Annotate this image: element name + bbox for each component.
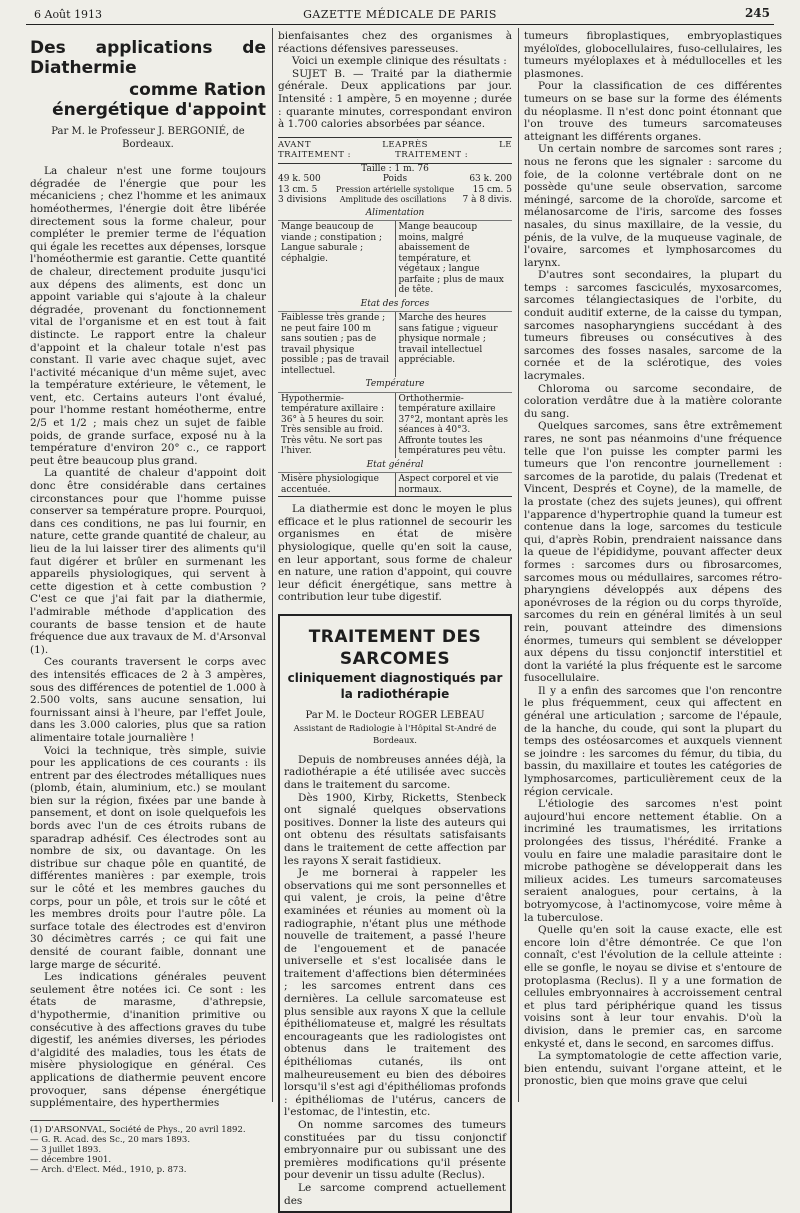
table-section-row (278, 220, 512, 297)
cell: 63 k. 200 (469, 174, 512, 185)
table-header (278, 140, 512, 164)
article2-paragraph: Le sarcome comprend actuellement des (284, 1181, 506, 1207)
table-height: Taille : 1 m. 76 (361, 163, 429, 174)
column3-paragraph: Quelques sarcomes, sans être extrêmement rares, ne sont pas néanmoins d'une fréquence telle que l'on puisse les compter parmi les tumeurs que l'on rencontre journellement : sarcomes de la parotide, du palais (Tredenat et Vincent, Després et Coyne), de la mamelle, de la prostate (chez des sujets jeunes), qui offrent l'apparence d'hypertrophie quand la tumeur est contenue dans la loge, sarcomes du testicule qui, d'après Robin, prendraient naissance dans la queue de l'épididyme, pouvant affecter deux formes : sarcomes durs ou fibrosarcomes, sarcomes mous ou médullaires, sarcomes rétro-pharyngiens développés aux dépens des aponévroses de la région ou du corps thyroïde, sarcomes du rein en général limités à un seul rein, pouvant atteindre des dimensions énormes, tumeurs qui semblent se développer aux dépens du tissu conjonctif interstitiel et dont la variété la plus fréquente est le sarcome fusocellulaire. (524, 420, 782, 685)
column2-paragraph: bienfaisantes chez des organismes à réactions défensives paresseuses. (278, 30, 512, 55)
table-section-row (278, 392, 512, 458)
article2-frame (278, 614, 512, 1213)
column3-paragraph: Quelle qu'en soit la cause exacte, elle est encore loin d'être démontrée. Ce que l'on connaît, c'est l'évolution de la cellule atteinte : elle se gonfle, le noyau se divise et s'entoure de protoplasma (Reclus). Il y a une formation de cellules embryonnaires à accroissement central et plus tard périphérique quand les tissus voisins sont à leur tour envahis. D'où la division, dans le premier cas, en sarcome enkysté et, dans le second, en sarcomes diffus. (524, 924, 782, 1050)
cell: Poids (382, 174, 408, 185)
column2-paragraph: Voici un exemple clinique des résultats : (292, 55, 507, 68)
cell: 49 k. 500 (278, 174, 321, 185)
cell: Orthothermie-température axillaire 37°2, montant après les séances à 40°3. Affronte toutes les températures peu vêtu. (398, 393, 508, 457)
article1-paragraph: Les indications générales peuvent seulement être notées ici. Ce sont : les états de marasme, d'athrepsie, d'hypothermie, d'inanition primitive ou consécutive à des affections graves du tube digestif, les anémies diverses, les périodes d'algidité des maladies, tous les états de misère physiologique en général. Ces applications de diathermie peuvent encore provoquer, sans dépense énergétique supplémentaire, des hyperthermies (30, 971, 266, 1110)
article2-affiliation: Assistant de Radiologie à l'Hôpital St-André de Bordeaux. (293, 723, 497, 747)
column3-paragraph: D'autres sont secondaires, la plupart du temps : sarcomes fasciculés, myxosarcomes, sarcomes télangiectasiques de l'orbite, du conduit auditif externe, de la caisse du tympan, sarcomes nasopharyngiens succédant à des tumeurs fibreuses ou consécutives à des sarcomes des fosses nasales, sarcome de la cornée et de la sclérotique, des voies lacrymales. (524, 269, 782, 383)
footnote: — G. R. Acad. des Sc., 20 mars 1893. (30, 1134, 191, 1145)
article1-author: Par M. le Professeur J. BERGONIÉ, de Bordeaux. (51, 126, 245, 150)
cell: Marche des heures sans fatigue ; vigueur physique normale ; travail intellectuel appréciable. (398, 313, 498, 366)
footnote: — 3 juillet 1893. (30, 1144, 102, 1155)
article1-paragraph: Ces courants traversent le corps avec des intensités efficaces de 2 à 3 ampères, sous des différences de potentiel de 1.000 à 2.500 volts, sans aucune sensation, lui fournissant ainsi à l'heure, par l'effet Joule, dans les 3.000 calories, plus que sa ration alimentaire totale journalière ! (30, 656, 266, 744)
cell: Pression artérielle systolique (335, 184, 455, 194)
column-3 (524, 30, 782, 1102)
table-row-weight (278, 174, 512, 185)
column3-paragraph: Chloroma ou sarcome secondaire, de coloration verdâtre due à la matière colorante du sang. (524, 382, 782, 420)
footnote: — décembre 1901. (30, 1154, 112, 1165)
cell: Mange beaucoup de viande ; constipation ; Langue saburale ; céphalgie. (278, 221, 396, 297)
article2-paragraph: Depuis de nombreuses années déjà, la radiothérapie a été utilisée avec succès dans le traitement du sarcome. (284, 753, 506, 791)
column2-paragraph: SUJET B. — Traité par la diathermie générale. Deux applications par jour. Intensité : 1 ampère, 5 en moyenne ; durée : quarante minutes, correspondant environ à 1.700 calories absorbées par séance. (278, 67, 512, 131)
column-1 (30, 30, 266, 1175)
cell: 15 cm. 5 (472, 184, 512, 195)
table-row-pressure (278, 185, 512, 196)
table-section-title: Etat général (366, 459, 424, 470)
running-header (26, 6, 774, 25)
article1-title-line1: Des applications de Diathermie (30, 38, 266, 78)
table-header-after: APRÈS LE TRAITEMENT : (395, 139, 512, 161)
column3-paragraph: Pour la classification de ces différentes tumeurs on se base sur la forme des éléments du néoplasme. Il n'est donc point étonnant que l'on trouve des tumeurs sarcomateuses atteignant les différents organes. (524, 80, 782, 143)
column-2 (278, 30, 512, 1207)
journal-name: GAZETTE MÉDICALE DE PARIS (303, 8, 497, 21)
table-section-title: Etat des forces (360, 298, 430, 309)
article1-title-line2: comme Ration énergétique d'appoint (52, 80, 266, 120)
column3-paragraph: tumeurs fibroplastiques, embryoplastiques myéloïdes, globocellulaires, fuso-cellulaires, les tumeurs myéloplaxes et à médullocelles et les plasmones. (524, 30, 782, 80)
column3-paragraph: Il y a enfin des sarcomes que l'on rencontre le plus fréquemment, ceux qui affectent en général une articulation ; sarcome de l'épaule, de la hanche, du coude, qui sont la plupart du temps des ostéosarcomes et auxquels viennent se joindre : les sarcomes du fémur, du tibia, du bassin, du maxillaire et toutes les catégories de lymphosarcomes, particulièrement ceux de la région cervicale. (524, 684, 782, 798)
table-section-title: Température (365, 379, 425, 390)
cell: Hypothermie-température axillaire : 36° à 5 heures du soir. Très sensible au froid. Très vêtu. Ne sort pas l'hiver. (278, 393, 396, 458)
column-divider (518, 28, 519, 1102)
issue-date: 6 Août 1913 (34, 8, 103, 21)
column3-paragraph: Un certain nombre de sarcomes sont rares ; nous ne ferons que les signaler : sarcome du foie, de la colonne vertébrale dont on ne possède qu'une seule observation, sarcome méningé, sarcome de la choroïde, sarcome et mélanosarcome de l'iris, sarcome des fosses nasales, du sinus maxillaire, de la vessie, du pénis, de la vulve, de la muqueuse vaginale, de l'ovaire, sarcomes et lymphosarcomes du larynx. (524, 143, 782, 269)
cell: Aspect corporel et vie normaux. (398, 474, 499, 495)
table-row-oscillation (278, 195, 512, 206)
footnote: (1) D'ARSONVAL, Société de Phys., 20 avril 1892. (30, 1124, 246, 1135)
cell: 7 à 8 divis. (462, 195, 512, 206)
cell: 3 divisions (278, 195, 327, 206)
cell: Mange beaucoup moins, malgré abaissement de température, et végétaux ; langue parfaite ; plus de maux de tête. (398, 222, 504, 296)
table-section-row (278, 472, 512, 496)
cell: Amplitude des oscillations (339, 195, 447, 205)
article1-paragraph: La chaleur n'est une forme toujours dégradée de l'énergie que pour les mécaniciens ; chez l'homme et les animaux homéothermes, l'énergie doit être libérée directement sous la forme chaleur, pour compléter le premier terme de l'équation qui égale les recettes aux dépenses, lorsque l'homéothermie est garantie. Cette quantité de chaleur, directement produite jusqu'ici aux dépens des aliments, est donc un appoint variable qui s'ajoute à la chaleur dégradée, provenant du fonctionnement vital de l'organisme et en est tout à fait distincte. Le rapport entre la chaleur d'appoint et la chaleur totale n'est pas constant. Il varie avec chaque sujet, avec l'activité mécanique d'un même sujet, avec la température extérieure, le vêtement, le vent, etc. Certains auteurs l'ont évalué, pour l'homme restant homéotherme, entre 2/5 et 1/2 ; mais chez un sujet de faible poids, de grande surface, exposé nu à la température d'environ 20° c., ce rapport peut être beaucoup plus grand. (30, 165, 266, 467)
table-section-title: Alimentation (365, 207, 425, 218)
cell: Faiblesse très grande ; ne peut faire 100 m sans soutien ; pas de travail physique possible ; pas de travail intellectuel. (278, 312, 396, 377)
column3-paragraph: La symptomatologie de cette affection varie, bien entendu, suivant l'organe atteint, et le pronostic, bien que moins grave que celui (524, 1050, 782, 1088)
page-number: 245 (744, 6, 770, 20)
table-section-row (278, 311, 512, 377)
footnote: — Arch. d'Elect. Méd., 1910, p. 873. (30, 1164, 187, 1175)
cell: 13 cm. 5 (278, 184, 318, 195)
article2-author: Par M. le Docteur ROGER LEBEAU (305, 710, 485, 721)
column-divider (272, 28, 273, 1102)
footnote-rule (30, 1120, 120, 1121)
cell: Misère physiologique accentuée. (278, 473, 396, 496)
article2-title: TRAITEMENT DES SARCOMES (308, 627, 482, 669)
article2-subtitle: cliniquement diagnostiqués par la radiothérapie (287, 671, 503, 701)
table-header-before: AVANT LE TRAITEMENT : (278, 139, 396, 161)
article2-paragraph: Je me bornerai à rappeler les observations qui me sont personnelles et qui valent, je crois, la peine d'être examinées et réunies au moment où la radiographie, n'étant plus une méthode nouvelle de traitement, a passé l'heure de l'engouement et de panacée universelle et s'est localisée dans le traitement d'affections bien déterminées ; les sarcomes entrent dans ces dernières. La cellule sarcomateuse est plus sensible aux rayons X que la cellule épithéliomateuse et, malgré les résultats encourageants que les radiologistes ont obtenus dans le traitement des épithéliomas cutanés, ils ont malheureusement eu bien des déboires lorsqu'il s'est agi d'épithéliomas profonds : épithéliomas de l'utérus, cancers de l'estomac, de l'intestin, etc. (284, 867, 506, 1119)
article2-paragraph: On nomme sarcomes des tumeurs constituées par du tissu conjonctif embryonnaire pur ou subissant une des premières modifications qu'il présente pour devenir un tissu adulte (Reclus). (284, 1119, 506, 1182)
column3-paragraph: L'étiologie des sarcomes n'est point aujourd'hui encore nettement établie. On a incriminé les traumatismes, les irritations prolongées des tissus, l'hérédité. Franke a voulu en faire une maladie parasitaire dont le microbe pathogène se développerait dans les milieux acides. Les tumeurs sarcomateuses seraient analogues, pour certains, à la botryomycose, à l'actinomycose, voire même à la tuberculose. (524, 798, 782, 924)
article1-paragraph: Voici la technique, très simple, suivie pour les applications de ces courants : ils entrent par des électrodes métalliques nues (plomb, étain, aluminium, etc.) se moulant bien sur la région, fixées par une bande à pansement, et dont on isole quelquefois les bords avec l'un de ces étroits rubans de sparadrap adhésif. Ces électrodes sont au nombre de six, ou davantage. On les distribue sur chaque pôle en quantité, de différentes manières : par exemple, trois sur le côté et les membres gauches du corps, pour un pôle, et trois sur le côté et les membres droits pour l'autre pôle. La surface totale des électrodes est d'environ 30 décimètres carrés ; ce qui fait une densité de courant faible, donnant une large marge de sécurité. (30, 744, 266, 971)
column2-paragraph: La diathermie est donc le moyen le plus efficace et le plus rationnel de secourir les organismes en état de misère physiologique, quelle qu'en soit la cause, en leur apportant, sous forme de chaleur en nature, une ration d'appoint, qui couvre leur déficit énergétique, sans mettre à contribution leur tube digestif. (278, 503, 512, 604)
treatment-table (278, 137, 512, 498)
article2-paragraph: Dès 1900, Kirby, Ricketts, Stenbeck ont signalé quelques observations positives. Donner la liste des auteurs qui ont obtenu des résultats satisfaisants dans le traitement de cette affection par les rayons X serait fastidieux. (284, 791, 506, 867)
article1-paragraph: La quantité de chaleur d'appoint doit donc être considérable dans certaines circonstances pour que l'homme puisse conserver sa température propre. Pourquoi, dans ces conditions, ne pas lui fournir, en nature, cette grande quantité de chaleur, au lieu de la lui laisser tirer des aliments qu'il faut digérer et brûler en surmenant les appareils physiologiques, qui servent à cette digestion et à cette combustion ? C'est ce que j'ai fait par la diathermie, l'admirable méthode d'application des courants de basse tension et de haute fréquence due aux travaux de M. d'Arsonval (1). (30, 467, 266, 656)
